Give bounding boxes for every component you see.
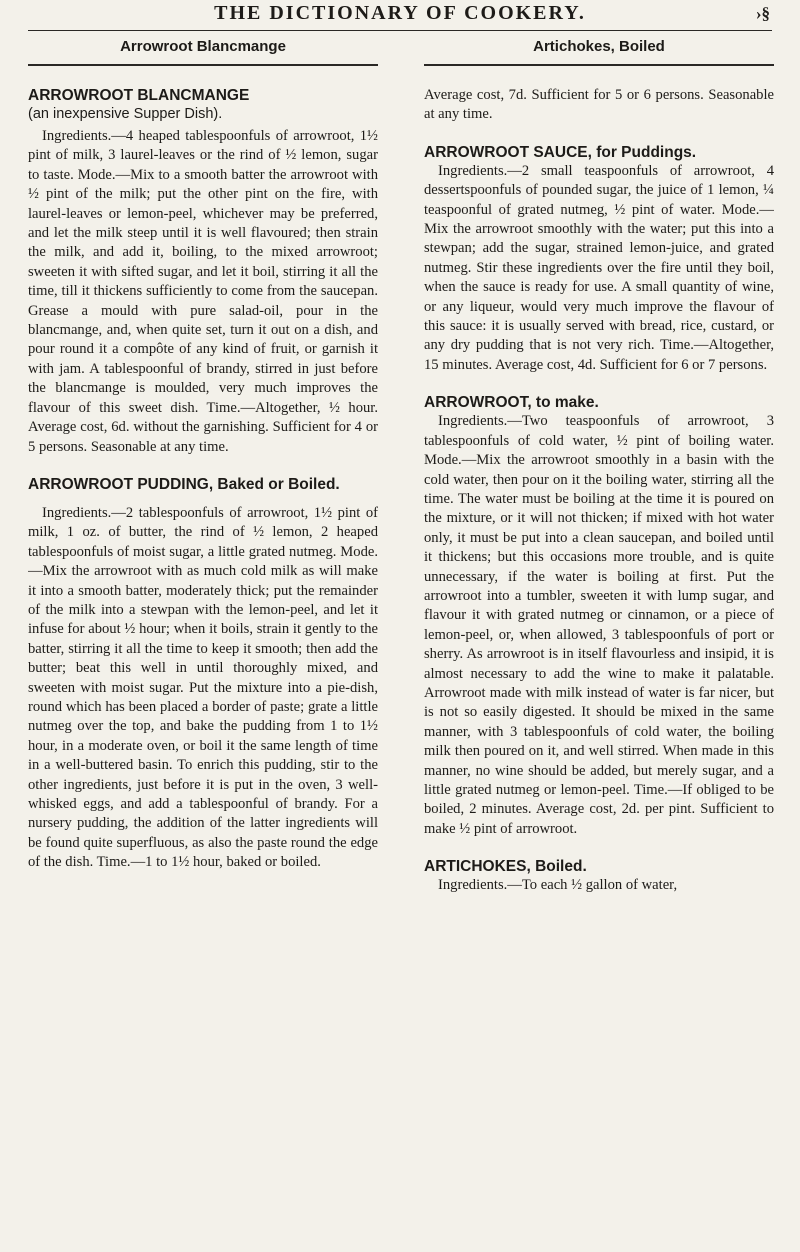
header-rule: [28, 30, 772, 31]
entry-subtitle: (an inexpensive Supper Dish).: [28, 106, 223, 122]
continued-text: Average cost, 7d. Sufficient for 5 or 6 persons. Seasonable at any time.: [424, 87, 774, 123]
entry-arrowroot-pudding: [28, 475, 378, 873]
entry-arrowroot-blancmange: [28, 86, 378, 457]
entry-title: ARROWROOT PUDDING, Baked or Boiled.: [28, 475, 340, 493]
right-column: [424, 36, 774, 1246]
entry-arrowroot-sauce: [424, 143, 774, 375]
entry-title: ARROWROOT, to make.: [424, 394, 599, 412]
right-column-rule: [424, 64, 774, 66]
running-title: THE DICTIONARY OF COOKERY.: [214, 2, 586, 24]
entry-text: Ingredients.—To each ½ gallon of water,: [438, 877, 678, 894]
entry-title: ARTICHOKES, Boiled.: [424, 858, 587, 876]
page-header: [0, 0, 800, 30]
right-column-heading: Artichokes, Boiled: [533, 38, 665, 55]
entry-title: ARROWROOT BLANCMANGE: [28, 87, 250, 104]
left-column-heading: Arrowroot Blancmange: [120, 38, 286, 55]
entry-text: Ingredients.—2 small teaspoonfuls of arrowroot, 4 dessertspoonfuls of pounded sugar, the juice of 1 lemon, ¼ teaspoonful of grated nutmeg, ½ pint of water. Mode.—Mix the arrowroot smoothly with the water; put this into a stewpan; add the sugar, strained lemon-juice, and grated nutmeg. Stir these ingredients over the fire until they boil, when the sauce is ready for use. A small quantity of wine, or any liqueur, would very much improve the flavour of this sauce: it is usually served with bread, rice, custard, or any dry pudding that is not very rich. Time.—Altogether, 15 minutes. Average cost, 4d. Sufficient for 6 or 7 persons.: [424, 162, 774, 373]
page-number: ›§: [755, 4, 770, 23]
entry-text: Ingredients.—4 heaped tablespoonfuls of arrowroot, 1½ pint of milk, 3 laurel-leaves or the rind of ½ lemon, sugar to taste. Mode.—Mix to a smooth batter the arrowroot with ½ pint of the milk; put the other pint on the fire, with laurel-leaves or lemon-peel, whichever may be preferred, and let the milk steep until it is well flavoured; then strain the milk, and add it, boiling, to the mixed arrowroot; sweeten it with sifted sugar, and let it boil, stirring it all the time, till it thickens sufficiently to come from the saucepan. Grease a mould with pure salad-oil, pour in the blancmange, and, when quite set, turn it out on a dish, and pour round it a compôte of any kind of fruit, or garnish it with jam. A tablespoonful of brandy, stirred in just before the blancmange is moulded, very much improves the flavour of this sweet dish. Time.—Altogether, ½ hour. Average cost, 6d. without the garnishing. Sufficient for 4 or 5 persons. Seasonable at any time.: [28, 128, 378, 455]
entry-artichokes-boiled: [424, 857, 774, 895]
entry-text: Ingredients.—Two teaspoonfuls of arrowroot, 3 tablespoonfuls of cold water, ½ pint of boiling water. Mode.—Mix the arrowroot smoothly in a basin with the cold water, then pour on it the boiling water, stirring all the time. The water must be boiling at the time it is poured on the mixture, or it will not thicken; if mixed with hot water only, it must be put into a clean saucepan, and boiled until it thickens; but this occasions more trouble, and is quite unnecessary, if the water is boiling at first. Put the arrowroot into a tumbler, sweeten it with lump sugar, and flavour it with grated nutmeg or cinnamon, or a piece of lemon-peel, or, when allowed, 3 tablespoonfuls of port or sherry. As arrowroot is in itself flavourless and insipid, it is almost necessary to add the wine to make it palatable. Arrowroot made with milk instead of water is far nicer, but is not so easily digested. It should be mixed in the same manner, with 3 tablespoonfuls of cold water, the boiling milk then poured on it, and well stirred. When made in this manner, no wine should be added, but merely sugar, and a little grated nutmeg or lemon-peel. Time.—If obliged to be boiled, 2 minutes. Average cost, 2d. per pint. Sufficient to make ½ pint of arrowroot.: [424, 413, 774, 837]
entry-arrowroot-to-make: [424, 393, 774, 839]
left-column-rule: [28, 64, 378, 66]
left-column: [28, 36, 378, 1246]
entry-title: ARROWROOT SAUCE, for Puddings.: [424, 143, 697, 161]
entry-text: Ingredients.—2 tablespoonfuls of arrowroot, 1½ pint of milk, 1 oz. of butter, the rind of ½ lemon, 2 heaped tablespoonfuls of moist sugar, a little grated nutmeg. Mode.—Mix the arrowroot with as much cold milk as will make it into a smooth batter, moderately thick; put the remainder of the milk into a stewpan with the lemon-peel, and let it infuse for about ½ hour; when it boils, strain it gently to the batter, stirring it all the time to keep it smooth; then add the butter; beat this well in until thoroughly mixed, and sweeten with moist sugar. Put the mixture into a pie-dish, round which has been placed a border of paste; grate a little nutmeg over the top, and bake the pudding from 1 to 1½ hour, in a moderate oven, or boil it the same length of time in a well-buttered basin. To enrich this pudding, stir to the other ingredients, just before it is put in the oven, 3 well-whisked eggs, and add a tablespoonful of brandy. For a nursery pudding, the addition of the latter ingredients will be found quite superfluous, as also the paste round the edge of the dish. Time.—1 to 1½ hour, baked or boiled.: [28, 504, 378, 871]
